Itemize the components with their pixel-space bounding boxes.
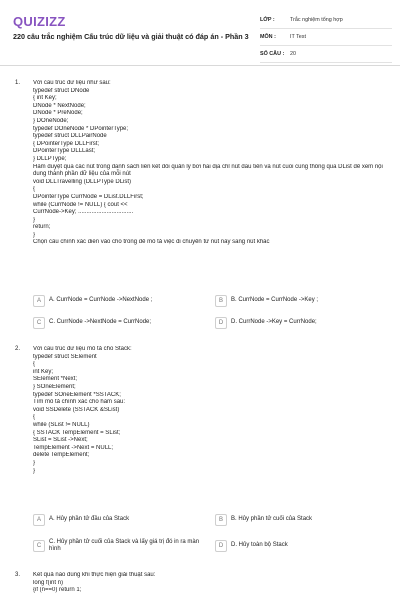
question-line: { int Key;: [33, 95, 57, 102]
option-c[interactable]: [33, 315, 151, 331]
meta-value: IT Test: [290, 34, 306, 40]
question-line: CurrNode->Key; .................................: [33, 209, 134, 216]
question-line: }: [33, 216, 36, 223]
option-text: B. CurrNode = CurrNode ->Key ;: [231, 297, 319, 304]
question-number: 3.: [15, 572, 21, 578]
option-d[interactable]: [215, 315, 317, 331]
question-line: TempElement ->Next = NULL;: [33, 444, 114, 451]
question-line: } SOneElement;: [33, 383, 76, 390]
option-a[interactable]: [33, 512, 129, 528]
option-text: C. Hủy phần tử cuối của Stack và lấy giá trị đó in ra màn hình: [49, 538, 200, 552]
question-line: DPointerType DLLLast;: [33, 148, 96, 155]
question-line: {: [33, 186, 36, 193]
meta-key: SỐ CÂU :: [260, 51, 285, 57]
question-line: } DLLPType;: [33, 155, 67, 162]
option-text: D. CurrNode ->Key = CurrNode;: [231, 319, 317, 326]
option-letter-badge: C: [33, 317, 45, 329]
meta-value: Trắc nghiệm tổng hợp: [290, 17, 343, 23]
question-line: while (CurrNode != NULL) { cout <<: [33, 201, 128, 208]
option-letter-badge: D: [215, 540, 227, 552]
question-number: 2.: [15, 346, 21, 352]
question-line: Với cấu trúc dữ liệu như sau:: [33, 80, 111, 86]
question-line: {: [33, 361, 36, 368]
question-line: Hàm duyệt qua các nút trong danh sách liên kết đôi quản lý bởi hai địa chỉ nút đầu tiên và nút cuối cùng thông qua DList để xem nội dung thành phần dữ liệu của mỗi nút: [33, 163, 383, 178]
question-line: { SSTACK TempElement = SList;: [33, 429, 121, 436]
question-text: [33, 346, 389, 475]
question-line: DPointerType CurrNode = DList.DLLFirst;: [33, 193, 144, 200]
option-letter-badge: D: [215, 317, 227, 329]
option-letter-badge: A: [33, 514, 45, 526]
question-line: }: [33, 467, 36, 474]
question-line: while (SList != NULL): [33, 421, 90, 428]
question-line: }: [33, 231, 36, 238]
question-text: [33, 572, 389, 595]
question-line: long f(int n): [33, 579, 64, 586]
document-title: 220 câu trắc nghiệm Cấu trúc dữ liệu và giải thuật có đáp án - Phần 3: [13, 32, 249, 41]
option-letter-badge: B: [215, 514, 227, 526]
question-line: typedef SOneElement *SSTACK;: [33, 391, 121, 398]
option-text: B. Hủy phần tử cuối của Stack: [231, 516, 313, 523]
question-line: typedef struct DNode: [33, 87, 90, 94]
question-line: } DOneNode;: [33, 117, 69, 124]
question-line: typedef struct DLLPairNode: [33, 133, 107, 140]
question-line: Chọn câu chính xác điền vào chỗ trống để mô tả việc di chuyển từ nút này sang nút khác: [33, 239, 270, 246]
question-line: SList = SList ->Next;: [33, 437, 88, 444]
meta-row-class: [260, 12, 392, 29]
question-line: }: [33, 459, 36, 466]
option-b[interactable]: [215, 293, 318, 309]
header-divider: [0, 65, 400, 66]
option-text: C. CurrNode ->NextNode = CurrNode;: [49, 319, 152, 326]
question-line: Với cấu trúc dữ liệu mô tả cho Stack:: [33, 346, 132, 352]
meta-key: LỚP :: [260, 17, 275, 23]
question-line: delete TempElement;: [33, 452, 90, 459]
option-b[interactable]: [215, 512, 312, 528]
question-text: [33, 80, 389, 247]
question-line: int Key;: [33, 368, 54, 375]
meta-table: [260, 12, 392, 63]
meta-key: MÔN :: [260, 34, 276, 40]
question-line: Kết quả nào đúng khi thực hiện giải thuật sau:: [33, 572, 156, 578]
option-text: A. Hủy phần tử đầu của Stack: [49, 516, 130, 523]
question-line: typedef DOneNode * DPointerType;: [33, 125, 129, 132]
question-line: { DPointerType DLLFirst;: [33, 140, 100, 147]
question-line: DNode * NextNode;: [33, 102, 86, 109]
option-letter-badge: A: [33, 295, 45, 307]
question-line: void DLLTravelling (DLLPType DList): [33, 178, 132, 185]
question-line: void SSDelete (SSTACK &SList): [33, 406, 120, 413]
question-line: {: [33, 414, 36, 421]
option-text: D. Hủy toàn bộ Stack: [231, 542, 288, 549]
question-line: {if (n==0) return 1;: [33, 587, 82, 594]
question-line: DNode * PreNode;: [33, 110, 83, 117]
question-line: return;: [33, 224, 51, 231]
option-text: A. CurrNode = CurrNode ->NextNode ;: [49, 297, 153, 304]
question-number: 1.: [15, 80, 21, 86]
option-letter-badge: C: [33, 540, 45, 552]
meta-value: 20: [290, 51, 296, 57]
quizizz-logo: QUIZIZZ: [13, 14, 66, 29]
question-line: SElement *Next;: [33, 376, 78, 383]
question-line: Tìm mô tả chính xác cho hàm sau:: [33, 399, 126, 406]
meta-row-subject: [260, 29, 392, 46]
meta-row-count: [260, 46, 392, 63]
option-a[interactable]: [33, 293, 152, 309]
option-d[interactable]: [215, 538, 288, 554]
option-c[interactable]: [33, 536, 213, 556]
question-line: typedef struct SElement: [33, 353, 97, 360]
option-letter-badge: B: [215, 295, 227, 307]
